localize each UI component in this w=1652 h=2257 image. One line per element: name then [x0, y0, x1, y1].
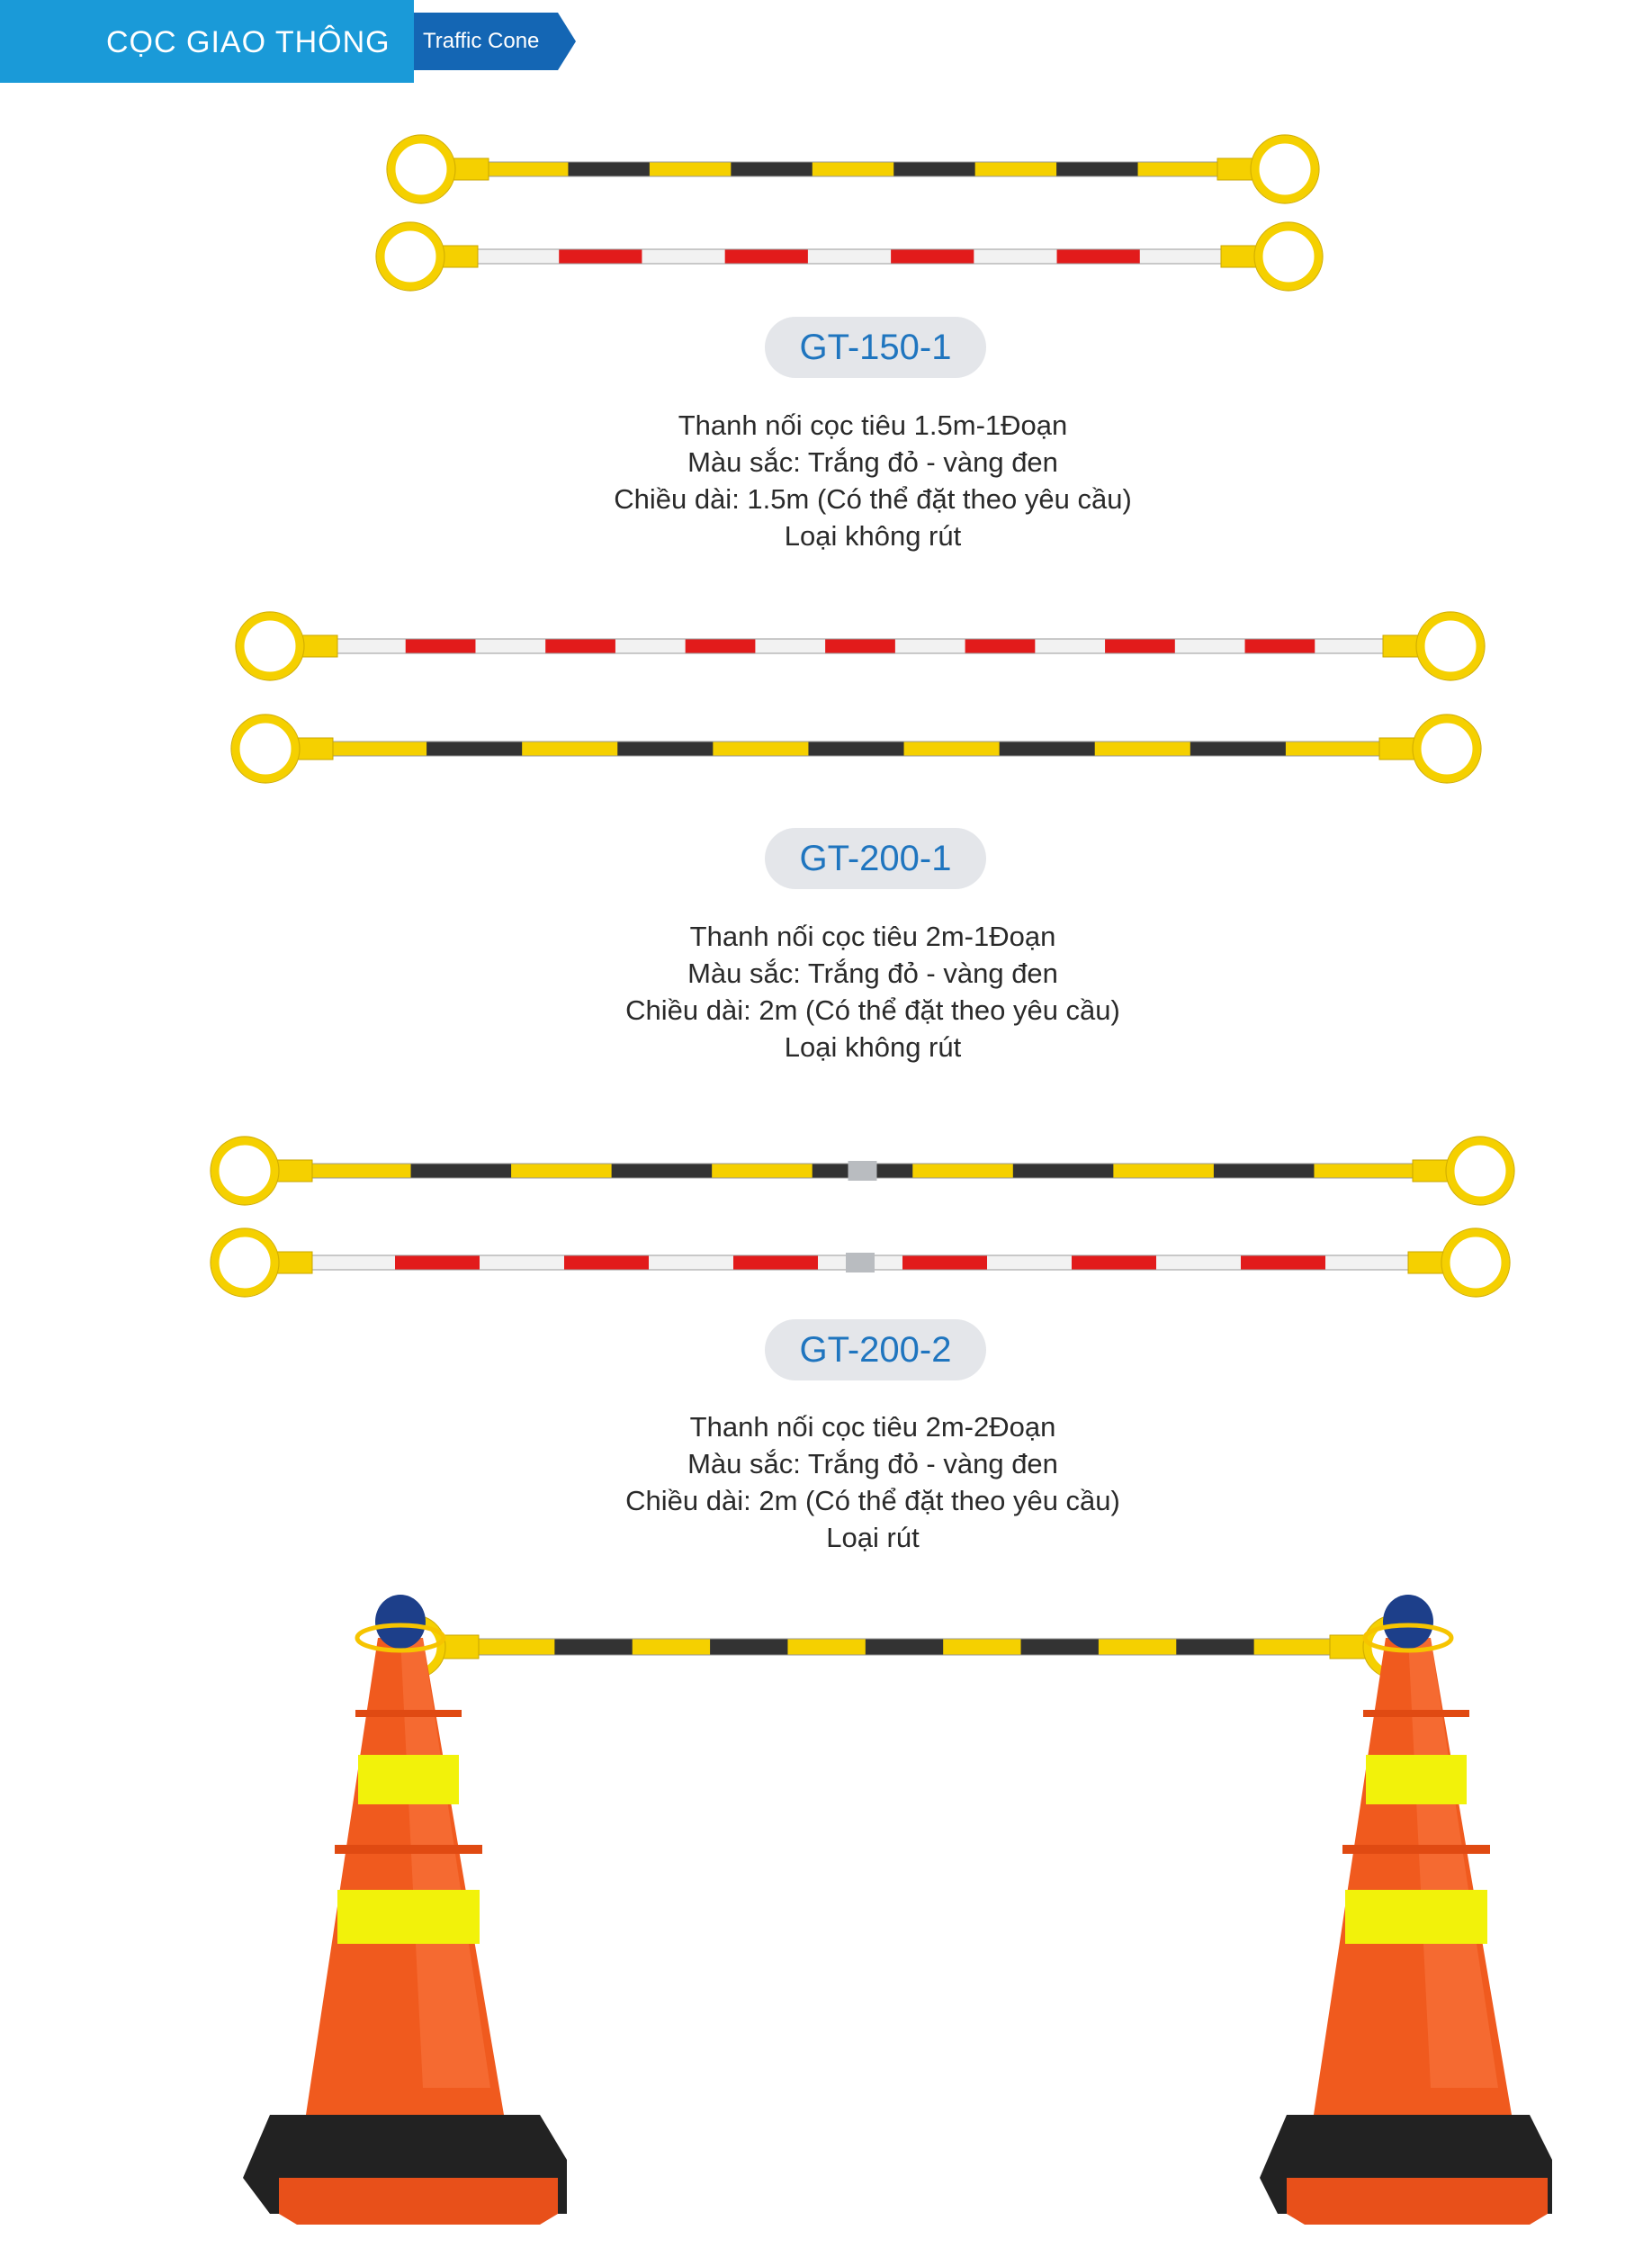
bar-segment: [545, 639, 615, 653]
bar-segment: [943, 1639, 1021, 1655]
bar-segment: [1245, 639, 1315, 653]
end-ring: [215, 1233, 274, 1292]
connector-bar-white-red: [236, 612, 1485, 680]
connector-bar-yellow-black: [231, 715, 1481, 783]
product-code-badge: GT-150-1: [765, 317, 986, 378]
bar-segment: [411, 1164, 512, 1178]
bar-segment: [1315, 639, 1385, 653]
bar-segment: [331, 742, 427, 756]
end-clamp: [274, 1160, 312, 1182]
bar-segment: [725, 249, 809, 264]
end-clamp: [295, 738, 333, 760]
bar-segment: [825, 639, 895, 653]
bar-segment: [1140, 249, 1224, 264]
bar-segment: [612, 1164, 713, 1178]
page-title: CỌC GIAO THÔNG: [106, 25, 391, 59]
end-clamp: [440, 246, 478, 267]
end-clamp: [1379, 738, 1417, 760]
bar-segment: [1254, 1639, 1333, 1655]
bar-segment: [912, 1164, 1013, 1178]
bar-segment: [310, 1255, 396, 1270]
product-image-gt-150-1: [0, 126, 1652, 306]
bar-segment: [965, 639, 1036, 653]
traffic-cones-with-bar-illustration: [0, 1584, 1652, 2250]
bar-segment: [336, 639, 406, 653]
description-line: Loại rút: [826, 1522, 920, 1553]
connector-bar-yellow-black: [387, 135, 1319, 203]
bar-segment: [1113, 1164, 1214, 1178]
bar-segment: [1176, 1639, 1254, 1655]
traffic-cone-right: [1260, 1595, 1552, 2225]
end-ring: [236, 719, 295, 778]
bar-segment: [893, 162, 975, 176]
description-line: Màu sắc: Trắng đỏ - vàng đen: [687, 958, 1058, 989]
bar-segment: [1241, 1255, 1326, 1270]
end-ring: [1421, 616, 1480, 676]
bar-segment: [904, 742, 1001, 756]
end-ring: [1446, 1233, 1505, 1292]
bar-segment: [615, 639, 686, 653]
end-clamp: [1408, 1252, 1446, 1273]
bar-segment: [1095, 742, 1191, 756]
description-line: Thanh nối cọc tiêu 2m-1Đoạn: [689, 921, 1056, 952]
end-clamp: [1221, 246, 1259, 267]
bar-segment: [564, 1255, 650, 1270]
bar-segment: [733, 1255, 819, 1270]
product-image-gt-200-2: [0, 1129, 1652, 1309]
bar-segment: [1072, 1255, 1157, 1270]
bar-segment: [713, 742, 809, 756]
description-line: Màu sắc: Trắng đỏ - vàng đen: [687, 446, 1058, 478]
bar-segment: [1013, 1164, 1114, 1178]
header-tag-label: Traffic Cone: [423, 29, 540, 53]
bar-segment: [406, 639, 476, 653]
telescopic-joint: [846, 1253, 875, 1272]
bar-segment: [395, 1255, 480, 1270]
connector-bar-white-red-telescopic: [211, 1228, 1510, 1297]
bar-segment: [633, 1639, 711, 1655]
bar-segment: [480, 1255, 565, 1270]
bar-segment: [426, 742, 523, 756]
bar-segment: [559, 249, 642, 264]
product-description: [450, 407, 1296, 554]
bar-segment: [891, 249, 974, 264]
bar-segment: [522, 742, 618, 756]
bar-segment: [1035, 639, 1105, 653]
bar-segment: [477, 1639, 555, 1655]
end-clamp: [1383, 635, 1421, 657]
bar-segment: [476, 249, 560, 264]
connector-bar-white-red: [376, 222, 1323, 291]
bar-segment: [511, 1164, 612, 1178]
bar-segment: [686, 639, 756, 653]
end-clamp: [274, 1252, 312, 1273]
connector-bar-yellow-black-telescopic: [211, 1137, 1514, 1205]
bar-segment: [617, 742, 714, 756]
telescopic-joint: [848, 1161, 877, 1181]
end-ring: [1255, 139, 1315, 199]
connector-bar-on-cones: [382, 1615, 1426, 1678]
bar-segment: [568, 162, 650, 176]
description-line: Thanh nối cọc tiêu 2m-2Đoạn: [689, 1411, 1056, 1443]
bar-segment: [974, 249, 1057, 264]
bar-segment: [710, 1639, 788, 1655]
bar-segment: [1099, 1639, 1177, 1655]
end-clamp: [441, 1635, 479, 1659]
end-ring: [240, 616, 300, 676]
traffic-cone-left: [243, 1595, 567, 2225]
bar-segment: [1056, 162, 1138, 176]
end-clamp: [300, 635, 337, 657]
bar-segment: [642, 249, 725, 264]
end-ring: [381, 227, 440, 286]
product-description: [450, 1408, 1296, 1556]
bar-segment: [1021, 1639, 1100, 1655]
bar-segment: [787, 1639, 866, 1655]
bar-segment: [731, 162, 813, 176]
bar-segment: [902, 1255, 988, 1270]
description-line: Màu sắc: Trắng đỏ - vàng đen: [687, 1448, 1058, 1479]
bar-segment: [1105, 639, 1175, 653]
end-ring: [215, 1141, 274, 1200]
bar-segment: [649, 1255, 734, 1270]
bar-segment: [755, 639, 825, 653]
description-line: Chiều dài: 2m (Có thể đặt theo yêu cầu): [625, 994, 1120, 1026]
bar-segment: [987, 1255, 1073, 1270]
bar-segment: [1138, 162, 1220, 176]
description-line: Chiều dài: 2m (Có thể đặt theo yêu cầu): [625, 1485, 1120, 1516]
description-line: Chiều dài: 1.5m (Có thể đặt theo yêu cầu): [614, 483, 1132, 515]
bar-segment: [1000, 742, 1096, 756]
bar-segment: [1314, 1164, 1414, 1178]
bar-segment: [1057, 249, 1141, 264]
bar-segment: [895, 639, 965, 653]
bar-segment: [1214, 1164, 1315, 1178]
product-code-badge: GT-200-1: [765, 828, 986, 889]
end-ring: [391, 139, 451, 199]
bar-segment: [808, 249, 892, 264]
end-ring: [1417, 719, 1477, 778]
bar-segment: [808, 742, 904, 756]
end-ring: [1450, 1141, 1510, 1200]
end-ring: [1259, 227, 1318, 286]
description-line: Loại không rút: [784, 1031, 962, 1063]
bar-segment: [1175, 639, 1245, 653]
bar-segment: [1286, 742, 1382, 756]
product-image-gt-200-1: [0, 603, 1652, 801]
end-clamp: [1217, 158, 1255, 180]
end-clamp: [1413, 1160, 1450, 1182]
bar-segment: [1156, 1255, 1242, 1270]
bar-segment: [1325, 1255, 1411, 1270]
bar-segment: [975, 162, 1057, 176]
bar-segment: [1190, 742, 1287, 756]
bar-segment: [310, 1164, 411, 1178]
bar-segment: [554, 1639, 633, 1655]
bar-segment: [487, 162, 569, 176]
product-code-badge: GT-200-2: [765, 1319, 986, 1380]
bar-segment: [475, 639, 545, 653]
bar-segment: [866, 1639, 944, 1655]
end-clamp: [1330, 1635, 1368, 1659]
description-line: Loại không rút: [784, 520, 962, 552]
bar-segment: [813, 162, 894, 176]
end-clamp: [451, 158, 489, 180]
bar-segment: [712, 1164, 813, 1178]
product-description: [450, 918, 1296, 1066]
bar-segment: [650, 162, 732, 176]
description-line: Thanh nối cọc tiêu 1.5m-1Đoạn: [678, 409, 1068, 441]
